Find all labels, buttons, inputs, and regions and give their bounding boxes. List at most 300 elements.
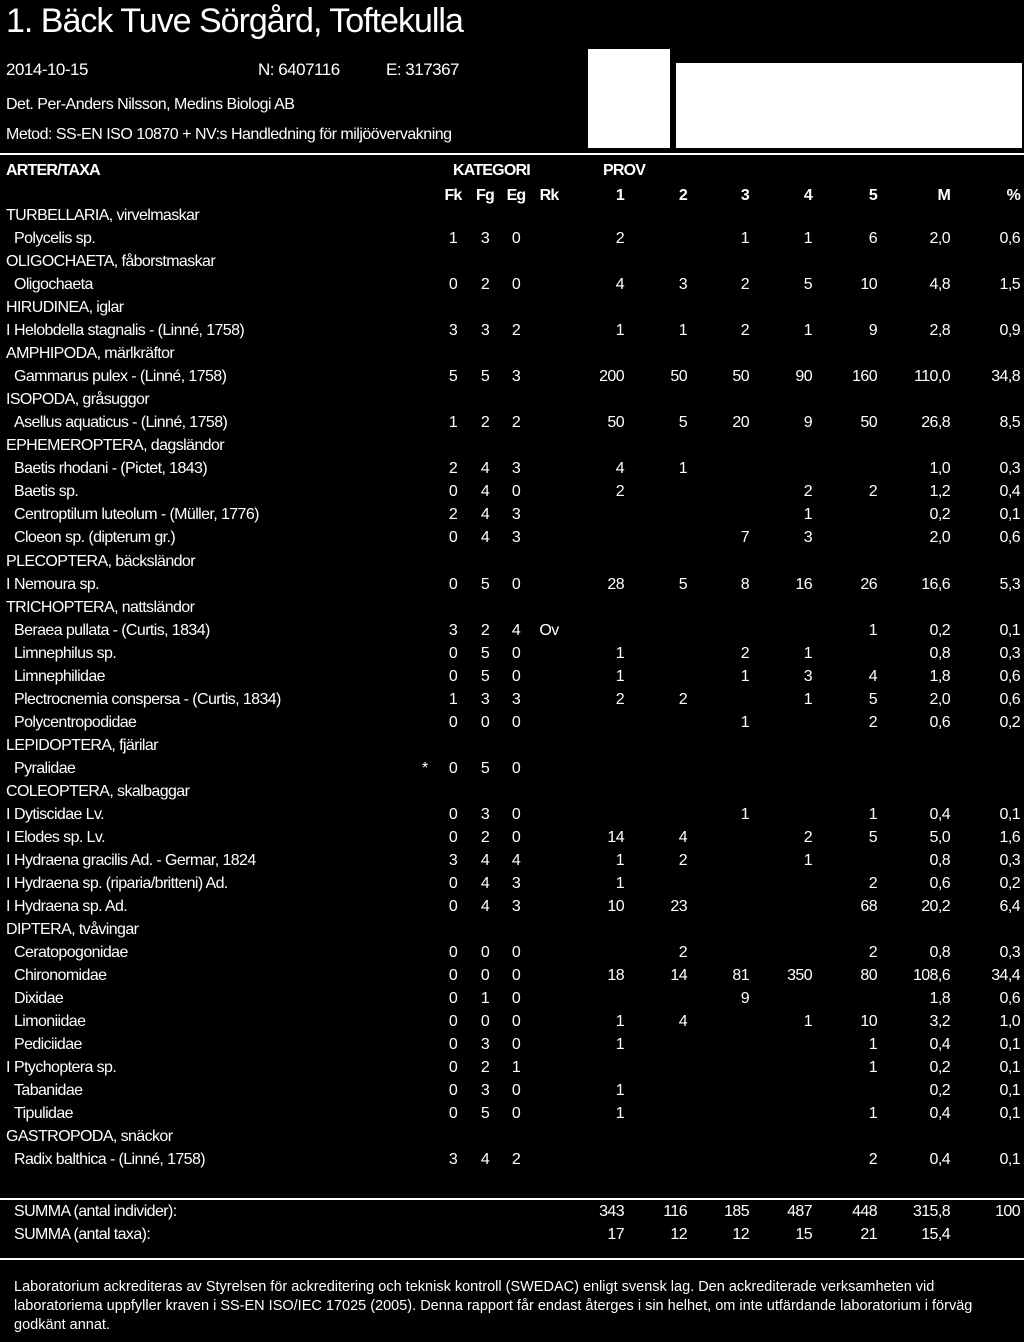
- cell-fk: 0: [448, 1082, 458, 1100]
- col-header-pct: %: [1006, 187, 1020, 204]
- cell-p5: 10: [860, 1013, 877, 1031]
- cell-p2: 23: [670, 897, 687, 915]
- total-pct: 100: [995, 1203, 1020, 1220]
- cell-fg: 0: [480, 944, 490, 961]
- group-row: [0, 737, 1024, 760]
- cell-fk: 1: [448, 414, 458, 432]
- cell-p1: 1: [615, 1082, 624, 1100]
- cell-fk: 3: [448, 1151, 458, 1169]
- cell-p5: 2: [868, 944, 877, 961]
- table-row: [0, 483, 1024, 506]
- cell-m: 1,0: [929, 460, 950, 478]
- cell-fk: 0: [448, 967, 458, 984]
- cell-m: 1,8: [929, 667, 950, 685]
- header-rule: [0, 153, 1024, 155]
- table-row: [0, 875, 1024, 898]
- table-row: [0, 691, 1024, 714]
- table-row: [0, 1105, 1024, 1128]
- cell-fk: 2: [448, 506, 458, 524]
- cell-p3: 7: [740, 529, 749, 547]
- cell-eg: 0: [511, 828, 521, 846]
- cell-pct: 34,8: [991, 368, 1020, 386]
- cell-eg: 3: [511, 874, 521, 892]
- cell-fg: 2: [480, 621, 490, 639]
- table-row: [0, 276, 1024, 299]
- cell-fk: 3: [448, 851, 458, 869]
- col-header-p5: 5: [868, 187, 877, 204]
- cell-fk: 0: [448, 897, 458, 915]
- cell-eg: 3: [511, 529, 521, 547]
- taxon-name: Limoniidae: [14, 1013, 86, 1031]
- blank-box-right: [676, 63, 1022, 148]
- cell-pct: 0,1: [999, 621, 1020, 639]
- cell-fg: 3: [480, 1082, 490, 1100]
- cell-fg: 4: [480, 529, 490, 547]
- indicator-flag: I: [6, 1059, 10, 1077]
- col-header-p2: 2: [678, 187, 687, 204]
- cell-fg: 4: [480, 1151, 490, 1169]
- total-p4: 487: [787, 1203, 812, 1220]
- cell-p5: 1: [868, 1036, 877, 1054]
- taxon-name: Chironomidae: [14, 967, 107, 984]
- total-row: [0, 1203, 1024, 1226]
- taxon-name: Tipulidae: [14, 1105, 73, 1123]
- sample-date: 2014-10-15: [6, 60, 88, 79]
- blank-box-left: [588, 49, 670, 148]
- cell-rk: Ov: [539, 621, 559, 639]
- table-row: [0, 230, 1024, 253]
- cell-eg: 0: [511, 1082, 521, 1100]
- cell-pct: 34,4: [991, 967, 1020, 984]
- cell-p1: 200: [599, 368, 624, 386]
- group-label: HIRUDINEA, iglar: [6, 299, 124, 317]
- taxon-name: Dytiscidae Lv.: [14, 805, 105, 823]
- cell-p1: 18: [607, 967, 624, 984]
- taxon-name: Limnephilidae: [14, 667, 105, 685]
- table-row: [0, 1151, 1024, 1174]
- cell-fk: 0: [448, 276, 458, 294]
- indicator-flag: I: [6, 828, 10, 846]
- total-label: SUMMA (antal taxa):: [14, 1226, 151, 1243]
- cell-fk: 3: [448, 322, 458, 340]
- cell-p5: 68: [860, 897, 877, 915]
- cell-fk: 0: [448, 805, 458, 823]
- taxon-name: Radix balthica - (Linné, 1758): [14, 1151, 206, 1169]
- cell-eg: 2: [511, 322, 521, 340]
- cell-p1: 1: [615, 644, 624, 662]
- east-coordinate: E: 317367: [386, 60, 460, 79]
- indicator-flag: I: [6, 874, 10, 892]
- group-row: [0, 783, 1024, 806]
- table-row: [0, 829, 1024, 852]
- cell-p3: 81: [732, 967, 749, 984]
- table-row: [0, 668, 1024, 691]
- col-header-p3: 3: [740, 187, 749, 204]
- cell-pct: 8,5: [999, 414, 1020, 432]
- taxon-name: Limnephilus sp.: [14, 644, 117, 662]
- cell-p4: 2: [803, 483, 812, 501]
- col-header-kategori: KATEGORI: [453, 162, 530, 179]
- cell-p4: 9: [803, 414, 812, 432]
- cell-fg: 5: [480, 644, 490, 662]
- cell-eg: 3: [511, 368, 521, 386]
- total-p3: 185: [724, 1203, 749, 1220]
- cell-m: 1,8: [929, 990, 950, 1007]
- cell-m: 0,2: [929, 506, 950, 524]
- col-header-taxa: ARTER/TAXA: [6, 162, 100, 179]
- col-header-p4: 4: [803, 187, 812, 204]
- table-row: [0, 506, 1024, 529]
- taxon-name: Oligochaeta: [14, 276, 93, 294]
- taxon-name: Ptychoptera sp.: [14, 1059, 117, 1077]
- taxon-name: Baetis sp.: [14, 483, 79, 501]
- col-header-fg: Fg: [476, 187, 494, 204]
- cell-fk: 1: [448, 230, 458, 247]
- cell-eg: 3: [511, 690, 521, 708]
- group-row: [0, 207, 1024, 230]
- cell-pct: 0,6: [999, 230, 1020, 247]
- group-label: DIPTERA, tvåvingar: [6, 920, 139, 938]
- cell-p2: 4: [678, 1013, 687, 1031]
- cell-p5: 9: [868, 322, 877, 340]
- cell-fk: 0: [448, 575, 458, 593]
- total-p1: 17: [607, 1226, 624, 1243]
- cell-m: 1,2: [929, 483, 950, 501]
- cell-fg: 5: [480, 368, 490, 386]
- cell-eg: 0: [511, 230, 521, 247]
- cell-pct: 1,5: [999, 276, 1020, 294]
- cell-m: 3,2: [929, 1013, 950, 1031]
- taxon-name: Pediciidae: [14, 1036, 82, 1054]
- table-row: [0, 1082, 1024, 1105]
- taxon-name: Helobdella stagnalis - (Linné, 1758): [14, 322, 245, 340]
- cell-p1: 2: [615, 483, 624, 501]
- cell-p2: 1: [678, 460, 687, 478]
- total-p1: 343: [599, 1203, 624, 1220]
- cell-p5: 5: [868, 690, 877, 708]
- cell-p5: 2: [868, 874, 877, 892]
- cell-eg: 0: [511, 805, 521, 823]
- cell-p3: 1: [740, 667, 749, 685]
- cell-p3: 2: [740, 644, 749, 662]
- indicator-flag: I: [6, 805, 10, 823]
- cell-m: 16,6: [921, 575, 950, 593]
- group-row: [0, 553, 1024, 576]
- cell-p2: 5: [678, 575, 687, 593]
- table-row: [0, 576, 1024, 599]
- cell-pct: 0,9: [999, 322, 1020, 340]
- cell-p1: 14: [607, 828, 624, 846]
- accreditation-footer: Laboratorium ackrediteras av Styrelsen för ackreditering och teknisk kontroll (SWEDAC) enligt svensk lag. Den ackrediterade verksamheten vid laboratoriema uppfyller kraven i SS-EN ISO/IEC 17025 (2005). Denna rapport får endast återges i sin helhet, om inte utfärdande laboratorium i förväg godkänt annat.: [14, 1279, 973, 1333]
- table-row: [0, 898, 1024, 921]
- taxon-name: Gammarus pulex - (Linné, 1758): [14, 368, 227, 386]
- cell-p5: 80: [860, 967, 877, 984]
- table-row: [0, 1013, 1024, 1036]
- cell-fg: 5: [480, 1105, 490, 1123]
- cell-p4: 16: [795, 575, 812, 593]
- cell-pct: 0,6: [999, 690, 1020, 708]
- table-row: [0, 622, 1024, 645]
- cell-pct: 0,6: [999, 667, 1020, 685]
- group-label: PLECOPTERA, bäcksländor: [6, 552, 195, 570]
- cell-pct: 0,1: [999, 506, 1020, 524]
- taxon-name: Centroptilum luteolum - (Müller, 1776): [14, 506, 259, 524]
- total-label: SUMMA (antal individer):: [14, 1203, 177, 1220]
- cell-p5: 4: [868, 667, 877, 685]
- cell-p3: 1: [740, 713, 749, 731]
- cell-m: 0,2: [929, 1082, 950, 1100]
- cell-p2: 3: [678, 276, 687, 294]
- table-row: [0, 368, 1024, 391]
- cell-fg: 4: [480, 506, 490, 524]
- cell-fg: 0: [480, 713, 490, 731]
- cell-p4: 3: [803, 667, 812, 685]
- cell-pct: 1,6: [999, 828, 1020, 846]
- cell-fk: 1: [448, 690, 458, 708]
- taxon-name: Elodes sp. Lv.: [14, 828, 105, 846]
- cell-p1: 1: [615, 1013, 624, 1031]
- cell-pct: 0,3: [999, 851, 1020, 869]
- taxon-name: Tabanidae: [14, 1082, 83, 1100]
- cell-p4: 90: [795, 368, 812, 386]
- table-row: [0, 460, 1024, 483]
- cell-eg: 0: [511, 944, 521, 961]
- taxon-name: Nemoura sp.: [14, 575, 99, 593]
- cell-eg: 0: [511, 967, 521, 984]
- cell-pct: 0,3: [999, 460, 1020, 478]
- table-row: [0, 990, 1024, 1013]
- cell-eg: 0: [511, 667, 521, 685]
- cell-p3: 20: [732, 414, 749, 432]
- north-coordinate: N: 6407116: [258, 60, 340, 79]
- cell-m: 0,4: [929, 1036, 950, 1054]
- cell-p4: 2: [803, 828, 812, 846]
- cell-pct: 0,6: [999, 529, 1020, 547]
- cell-fg: 2: [480, 414, 490, 432]
- group-row: [0, 391, 1024, 414]
- taxon-name: Hydraena gracilis Ad. - Germar, 1824: [14, 851, 256, 869]
- cell-p5: 1: [868, 621, 877, 639]
- cell-pct: 0,1: [999, 805, 1020, 823]
- cell-p3: 2: [740, 276, 749, 294]
- cell-p4: 5: [803, 276, 812, 294]
- group-label: TRICHOPTERA, nattsländor: [6, 598, 195, 616]
- cell-eg: 0: [511, 1013, 521, 1031]
- cell-p5: 2: [868, 1151, 877, 1169]
- cell-pct: 0,1: [999, 1082, 1020, 1100]
- table-row: [0, 1036, 1024, 1059]
- cell-fk: 2: [448, 460, 458, 478]
- cell-eg: 0: [511, 713, 521, 731]
- cell-m: 0,2: [929, 1059, 950, 1077]
- cell-p3: 50: [732, 368, 749, 386]
- cell-p4: 1: [803, 322, 812, 340]
- cell-eg: 2: [511, 414, 521, 432]
- cell-p3: 2: [740, 322, 749, 340]
- cell-p4: 350: [787, 967, 812, 984]
- indicator-flag: I: [6, 575, 10, 593]
- col-header-eg: Eg: [506, 187, 526, 204]
- group-row: [0, 599, 1024, 622]
- cell-pct: 1,0: [999, 1013, 1020, 1031]
- table-row: [0, 529, 1024, 552]
- cell-p1: 28: [607, 575, 624, 593]
- cell-m: 0,6: [929, 874, 950, 892]
- cell-p4: 1: [803, 230, 812, 247]
- cell-fg: 4: [480, 874, 490, 892]
- cell-fk: 5: [448, 368, 458, 386]
- star-marker: *: [422, 759, 428, 777]
- group-label: COLEOPTERA, skalbaggar: [6, 782, 190, 800]
- cell-p1: 4: [615, 276, 624, 294]
- taxon-name: Pyralidae: [14, 759, 76, 777]
- cell-eg: 3: [511, 460, 521, 478]
- determiner: Det. Per-Anders Nilsson, Medins Biologi AB: [6, 96, 295, 113]
- cell-pct: 0,6: [999, 990, 1020, 1007]
- taxon-name: Dixidae: [14, 990, 64, 1007]
- cell-fg: 5: [480, 667, 490, 685]
- table-row: [0, 645, 1024, 668]
- cell-fg: 3: [480, 1036, 490, 1054]
- cell-p2: 4: [678, 828, 687, 846]
- group-row: [0, 437, 1024, 460]
- total-p4: 15: [795, 1226, 812, 1243]
- cell-m: 108,6: [912, 967, 950, 984]
- cell-fk: 0: [448, 874, 458, 892]
- cell-m: 26,8: [921, 414, 950, 432]
- taxon-name: Beraea pullata - (Curtis, 1834): [14, 621, 210, 639]
- indicator-flag: I: [6, 897, 10, 915]
- table-row: [0, 714, 1024, 737]
- cell-p4: 1: [803, 690, 812, 708]
- table-row: [0, 1059, 1024, 1082]
- cell-p1: 4: [615, 460, 624, 478]
- cell-eg: 4: [511, 851, 521, 869]
- cell-p1: 1: [615, 667, 624, 685]
- cell-fk: 0: [448, 759, 458, 777]
- cell-p3: 1: [740, 230, 749, 247]
- cell-fk: 0: [448, 644, 458, 662]
- cell-p2: 50: [670, 368, 687, 386]
- table-row: [0, 322, 1024, 345]
- cell-fk: 0: [448, 1105, 458, 1123]
- taxon-name: Ceratopogonidae: [14, 944, 128, 961]
- cell-p4: 1: [803, 1013, 812, 1031]
- total-m: 315,8: [912, 1203, 950, 1220]
- cell-fg: 3: [480, 230, 490, 247]
- cell-eg: 2: [511, 1151, 521, 1169]
- cell-eg: 0: [511, 759, 521, 777]
- cell-p5: 50: [860, 414, 877, 432]
- footer-rule: [0, 1258, 1024, 1260]
- taxon-name: Hydraena sp. (riparia/britteni) Ad.: [14, 874, 228, 892]
- cell-eg: 4: [511, 621, 521, 639]
- cell-eg: 1: [511, 1059, 521, 1077]
- cell-m: 0,8: [929, 644, 950, 662]
- cell-p4: 1: [803, 644, 812, 662]
- cell-fk: 0: [448, 944, 458, 961]
- cell-p1: 1: [615, 322, 624, 340]
- cell-eg: 0: [511, 1105, 521, 1123]
- cell-eg: 3: [511, 506, 521, 524]
- total-m: 15,4: [921, 1226, 950, 1243]
- cell-fg: 5: [480, 759, 490, 777]
- cell-p1: 2: [615, 690, 624, 708]
- group-label: TURBELLARIA, virvelmaskar: [6, 207, 200, 224]
- cell-m: 0,4: [929, 1151, 950, 1169]
- cell-pct: 0,4: [999, 483, 1020, 501]
- group-label: ISOPODA, gråsuggor: [6, 391, 150, 409]
- cell-fg: 0: [480, 967, 490, 984]
- cell-fk: 0: [448, 990, 458, 1007]
- taxon-name: Polycelis sp.: [14, 230, 96, 247]
- indicator-flag: I: [6, 851, 10, 869]
- cell-eg: 0: [511, 575, 521, 593]
- taxon-name: Cloeon sp. (dipterum gr.): [14, 529, 176, 547]
- cell-p5: 26: [860, 575, 877, 593]
- group-label: OLIGOCHAETA, fåborstmaskar: [6, 253, 216, 271]
- group-row: [0, 345, 1024, 368]
- cell-m: 4,8: [929, 276, 950, 294]
- cell-pct: 0,1: [999, 1151, 1020, 1169]
- cell-m: 0,2: [929, 621, 950, 639]
- cell-fg: 3: [480, 805, 490, 823]
- cell-eg: 0: [511, 644, 521, 662]
- cell-p3: 1: [740, 805, 749, 823]
- cell-pct: 0,2: [999, 713, 1020, 731]
- cell-fk: 0: [448, 1036, 458, 1054]
- cell-p1: 1: [615, 1036, 624, 1054]
- group-label: LEPIDOPTERA, fjärilar: [6, 736, 158, 754]
- cell-p3: 9: [740, 990, 749, 1007]
- cell-m: 2,0: [929, 529, 950, 547]
- cell-p2: 2: [678, 851, 687, 869]
- cell-m: 5,0: [929, 828, 950, 846]
- group-row: [0, 253, 1024, 276]
- cell-eg: 3: [511, 897, 521, 915]
- cell-p2: 5: [678, 414, 687, 432]
- total-p5: 448: [852, 1203, 877, 1220]
- cell-pct: 0,1: [999, 1105, 1020, 1123]
- group-row: [0, 299, 1024, 322]
- cell-fk: 0: [448, 713, 458, 731]
- page-title: 1. Bäck Tuve Sörgård, Toftekulla: [6, 2, 463, 40]
- cell-fg: 4: [480, 851, 490, 869]
- cell-p5: 10: [860, 276, 877, 294]
- taxon-name: Polycentropodidae: [14, 713, 137, 731]
- method: Metod: SS-EN ISO 10870 + NV:s Handledning för miljöövervakning: [6, 126, 452, 143]
- total-p2: 12: [670, 1226, 687, 1243]
- cell-p1: 50: [607, 414, 624, 432]
- cell-p5: 5: [868, 828, 877, 846]
- col-header-fk: Fk: [444, 187, 462, 204]
- cell-pct: 0,3: [999, 644, 1020, 662]
- col-header-prov: PROV: [603, 162, 646, 179]
- cell-fg: 1: [480, 990, 490, 1007]
- cell-fk: 0: [448, 1013, 458, 1031]
- cell-p3: 8: [740, 575, 749, 593]
- cell-m: 110,0: [914, 368, 950, 386]
- cell-p1: 10: [607, 897, 624, 915]
- cell-p5: 1: [868, 1105, 877, 1123]
- cell-p5: 6: [868, 230, 877, 247]
- cell-fk: 3: [448, 621, 458, 639]
- taxon-name: Baetis rhodani - (Pictet, 1843): [14, 460, 208, 478]
- cell-fk: 0: [448, 483, 458, 501]
- taxon-name: Hydraena sp. Ad.: [14, 897, 128, 915]
- table-row: [0, 852, 1024, 875]
- cell-m: 20,2: [921, 897, 950, 915]
